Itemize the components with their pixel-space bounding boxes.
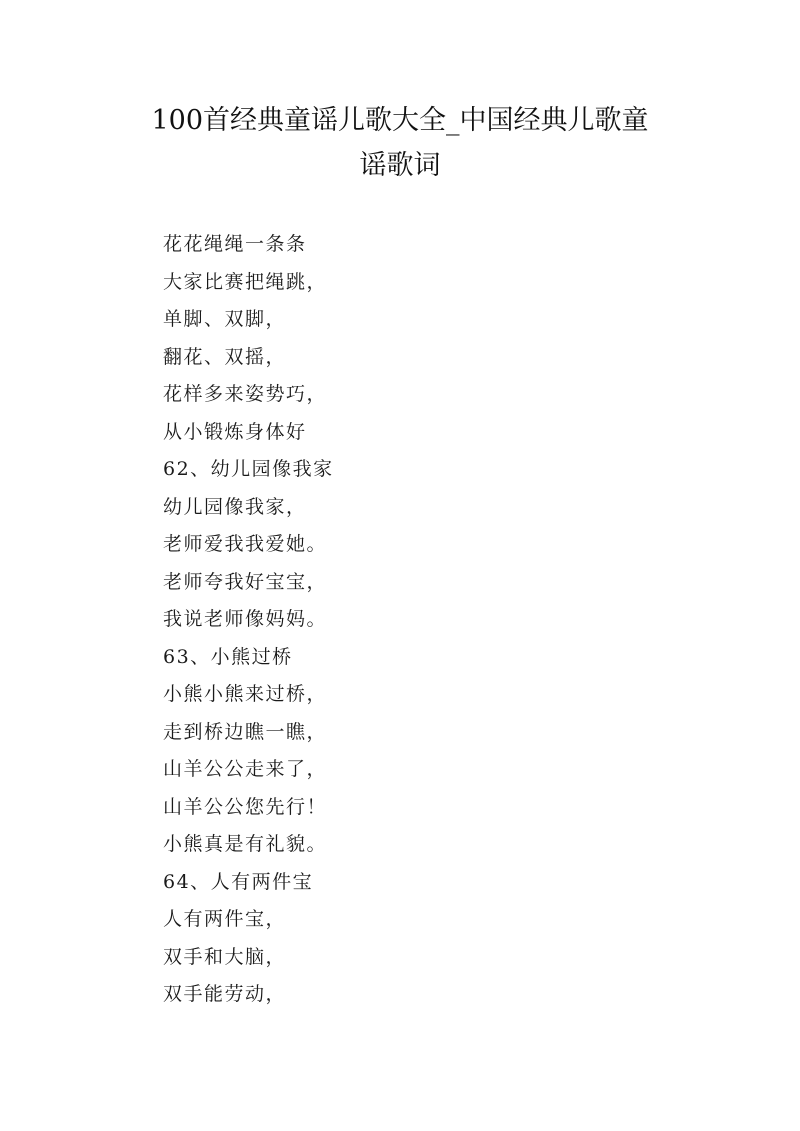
title-line-2: 谣歌词 — [359, 150, 441, 181]
song-heading: 62、幼儿园像我家 — [163, 458, 334, 480]
lyric-line: 老师爱我我爱她。 — [163, 533, 328, 555]
lyric-line: 小熊小熊来过桥， — [163, 683, 328, 705]
lyric-line: 单脚、双脚， — [163, 308, 287, 330]
lyric-line: 双手和大脑， — [163, 945, 287, 968]
lyric-line: 走到桥边瞧一瞧， — [163, 720, 328, 743]
lyric-line: 双手能劳动， — [163, 983, 287, 1005]
lyrics-body — [163, 226, 334, 1014]
lyric-line: 山羊公公走来了， — [163, 758, 328, 780]
lyric-line: 花样多来姿势巧， — [163, 383, 328, 405]
lyric-line: 老师夸我好宝宝， — [163, 570, 328, 593]
song-heading: 64、人有两件宝 — [163, 870, 314, 893]
lyric-line: 从小锻炼身体好 — [163, 420, 307, 443]
lyric-line: 小熊真是有礼貌。 — [163, 833, 328, 855]
lyric-line: 大家比赛把绳跳， — [163, 270, 328, 293]
song-heading: 63、小熊过桥 — [163, 645, 293, 668]
title-line-1: 100首经典童谣儿歌大全_中国经典儿歌童 — [151, 105, 649, 136]
page-title — [100, 98, 700, 188]
lyric-line: 我说老师像妈妈。 — [163, 608, 328, 630]
lyric-line: 山羊公公您先行！ — [163, 795, 328, 818]
lyric-line: 幼儿园像我家， — [163, 495, 307, 518]
lyric-line: 翻花、双摇， — [163, 345, 287, 368]
lyric-line: 花花绳绳一条条 — [163, 233, 307, 255]
lyric-line: 人有两件宝， — [163, 908, 287, 930]
